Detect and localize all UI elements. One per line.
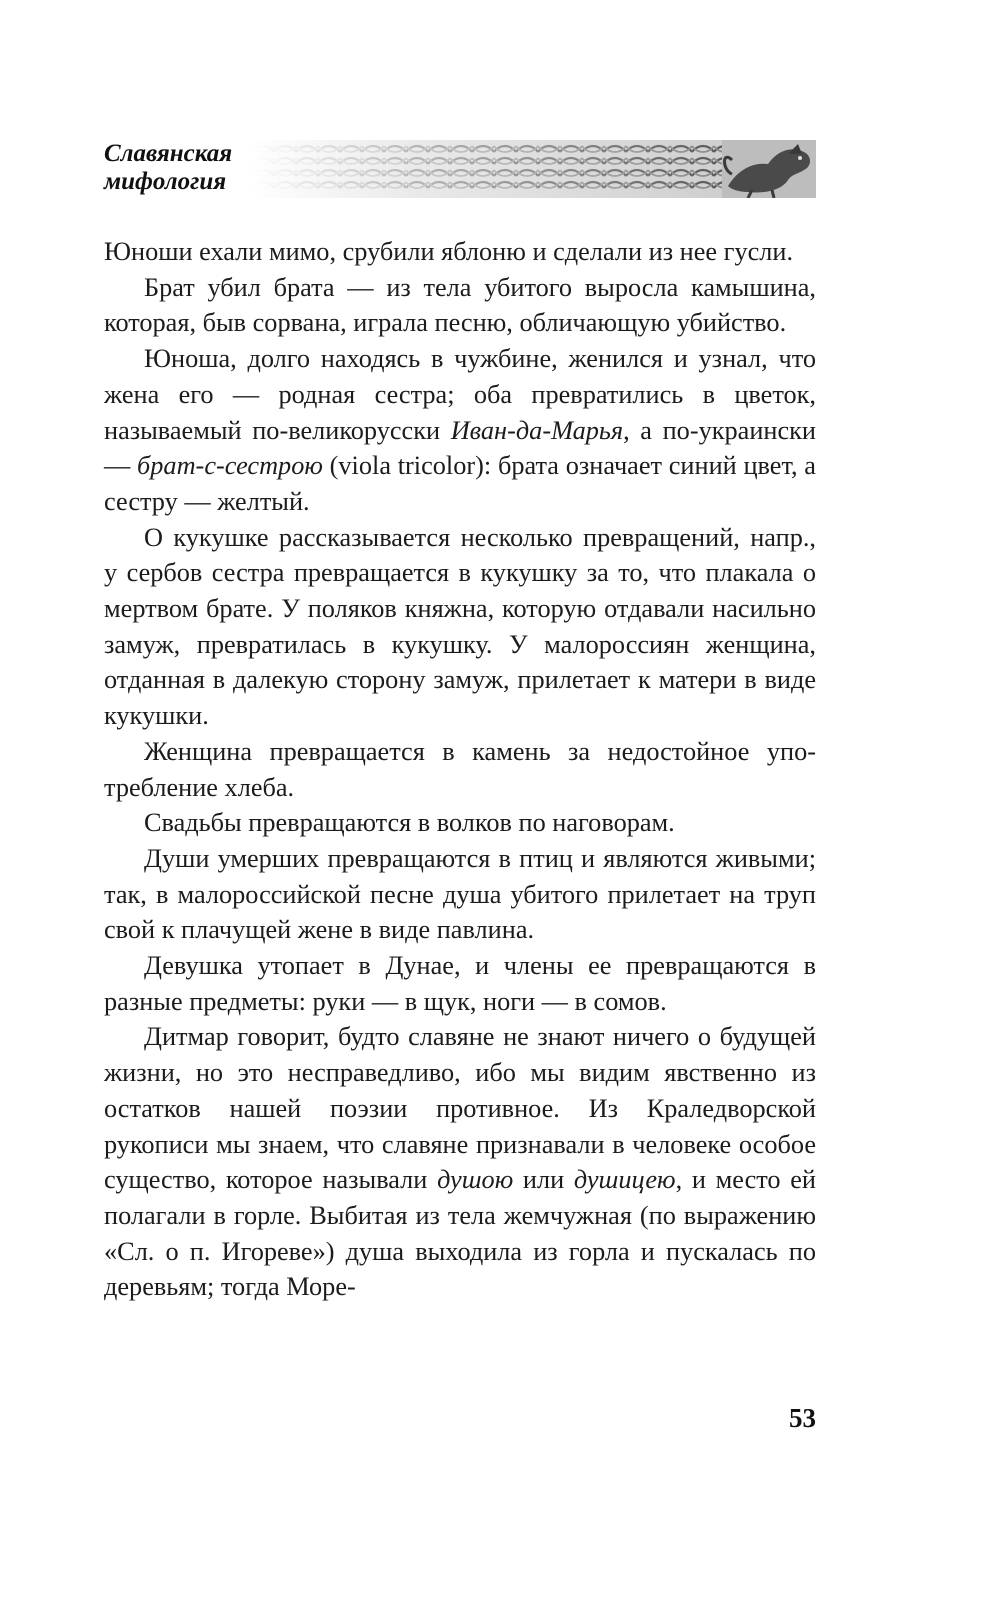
italic-term: Иван-да-Марья bbox=[450, 415, 624, 445]
text-run: , а по-украински — bbox=[104, 415, 816, 481]
italic-term: душицею bbox=[573, 1165, 676, 1195]
header-title-line-2: мифология bbox=[104, 168, 227, 195]
body-text bbox=[104, 234, 816, 1305]
running-header bbox=[104, 140, 816, 198]
paragraph bbox=[104, 234, 816, 270]
text-run: Юноши ехали мимо, срубили яблоню и сделали из нее гусли. bbox=[104, 237, 794, 266]
paragraph bbox=[104, 341, 816, 520]
running-header-title bbox=[104, 140, 274, 196]
paragraph bbox=[104, 520, 816, 734]
text-run: Дитмар говорит, будто славяне не знают ничего о будущей жизни, но это несправедливо, ибо мы видим явственно из остатков нашей поэзии противное. Из Краледворской рукописи мы знаем, что славяне признавали в человеке особое существо, которое называли bbox=[104, 1022, 816, 1195]
text-run: или bbox=[513, 1165, 574, 1195]
text-run: Юноша, долго находясь в чужбине, женился и узнал, что жена его — родная сестра; оба превратились в цветок, называемый по-великорусски bbox=[104, 344, 816, 445]
header-title-line-1: Славянская bbox=[104, 140, 233, 167]
italic-term: душою bbox=[437, 1165, 514, 1195]
braided-ornament-icon bbox=[252, 140, 816, 198]
text-run: , и место ей полагали в горле. Выбитая из тела жемчужная (по выражению «Сл. о п. Игореве») душа выходила из горла и пускалась по деревьям; тогда Море- bbox=[104, 1165, 816, 1302]
paragraph bbox=[104, 805, 816, 841]
paragraph bbox=[104, 948, 816, 1019]
text-run: О кукушке рассказывается несколько превращений, напр., у сербов сестра превращается в кукушку за то, что плакала о мертвом брате. У поляков княжна, которую отдавали насильно замуж, превратилась в кукушку. У малороссиян женщина, отданная в далекую сторону замуж, прилетает к матери в виде кукушки. bbox=[104, 522, 816, 731]
text-run: Души умерших превращаются в птиц и являются живыми; так, в малороссийской песне душа убитого прилетает на труп свой к плачущей жене в виде павлина. bbox=[104, 843, 816, 945]
text-run: Девушка утопает в Дунае, и члены ее превращаются в разные предметы: руки — в щук, ноги — в сомов. bbox=[104, 951, 816, 1016]
text-run: (viola tricolor): брата означает синий цвет, а сестру — желтый. bbox=[104, 451, 816, 516]
text-run: Брат убил брата — из тела убитого выросла камышина, которая, быв сорвана, играла песню, обличающую убийство. bbox=[104, 272, 816, 338]
page-number: 53 bbox=[789, 1403, 816, 1433]
paragraph bbox=[104, 270, 816, 341]
paragraph bbox=[104, 1019, 816, 1305]
text-run: Женщина превращается в камень за недостойное употребление хлеба. bbox=[104, 736, 816, 802]
italic-term: брат-с-сестрою bbox=[137, 451, 323, 481]
paragraph bbox=[104, 734, 816, 805]
animal-figure-icon bbox=[722, 140, 816, 198]
paragraph bbox=[104, 841, 816, 948]
text-run: Свадьбы превращаются в волков по наговорам. bbox=[144, 808, 675, 838]
